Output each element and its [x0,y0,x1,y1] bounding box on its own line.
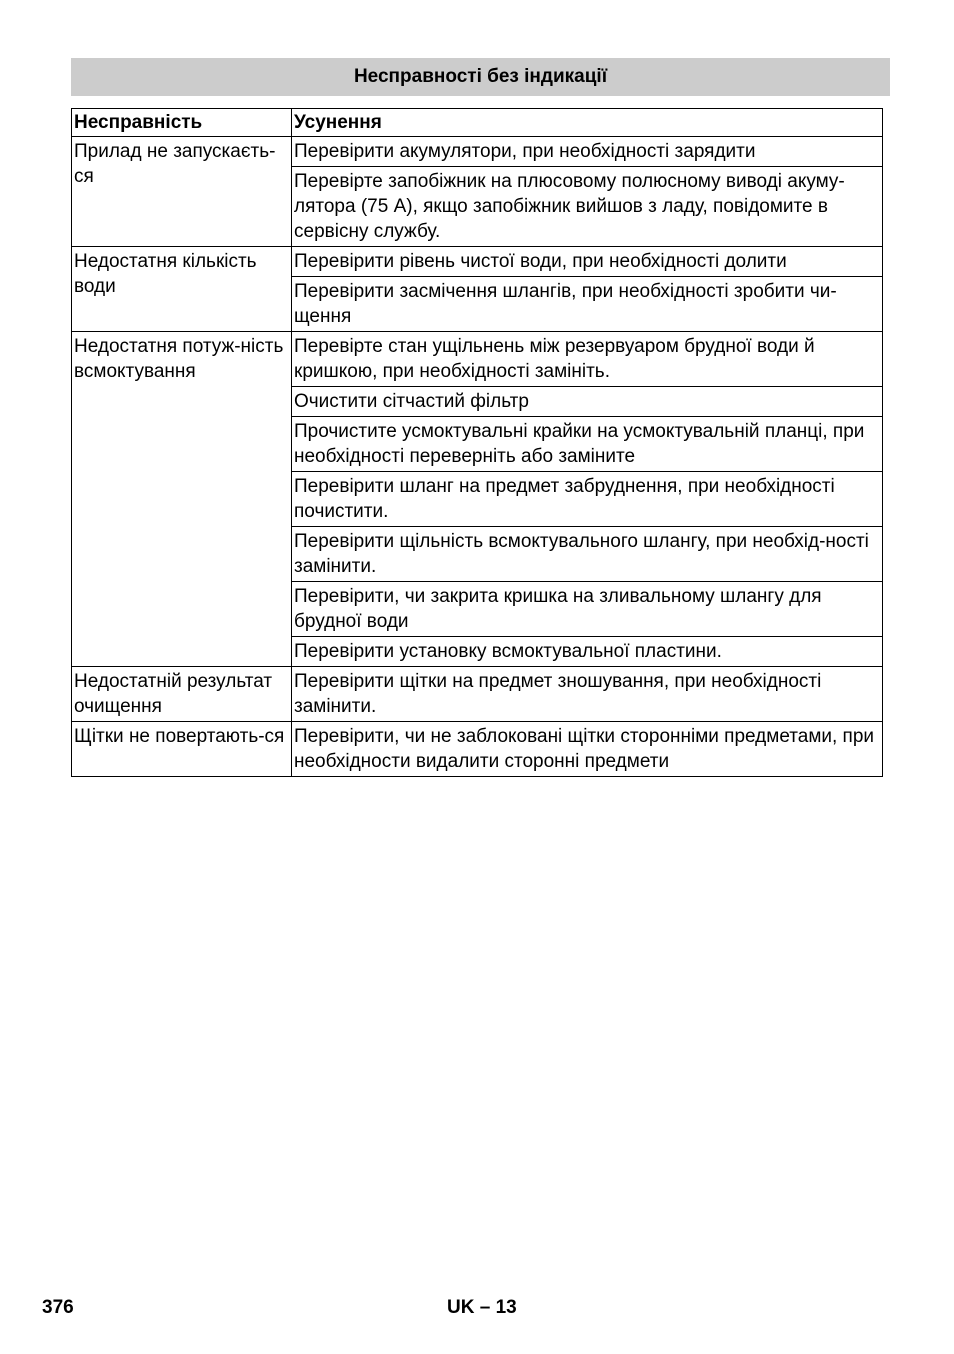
remedy-cell: Прочистите усмоктувальні крайки на усмоктувальній планці, при необхідності переверніть або заміните [292,417,883,472]
remedy-cell: Перевірити щільність всмоктувального шлангу, при необхід-ності замінити. [292,527,883,582]
header-remedy: Усунення [292,109,883,137]
page-number: 376 [42,1297,74,1318]
remedy-cell: Перевірити шланг на предмет забруднення, при необхідності почистити. [292,472,883,527]
table-row [72,137,883,167]
remedy-cell: Перевірити установку всмоктувальної пластини. [292,637,883,667]
language-page-marker: UK – 13 [447,1297,517,1318]
header-fault: Несправність [72,109,292,137]
remedy-cell: Перевірити засмічення шлангів, при необхідності зробити чи-щення [292,277,883,332]
remedy-cell: Перевірити, чи закрита кришка на зливальному шлангу для брудної води [292,582,883,637]
fault-cell: Прилад не запускаєть-ся [72,137,292,247]
remedy-cell: Перевірити, чи не заблоковані щітки сторонніми предметами, при необхідности видалити сторонні предмети [292,722,883,777]
fault-cell: Недостатня кількість води [72,247,292,332]
remedy-cell: Перевірити акумулятори, при необхідності зарядити [292,137,883,167]
fault-table [71,108,883,777]
fault-cell: Недостатній результат очищення [72,667,292,722]
table-header-row [72,109,883,137]
table-row [72,247,883,277]
table-row [72,722,883,777]
remedy-cell: Перевірити щітки на предмет зношування, при необхідності замінити. [292,667,883,722]
section-title: Несправності без індикації [71,58,890,96]
remedy-cell: Перевірити рівень чистої води, при необхідності долити [292,247,883,277]
remedy-cell: Перевірте стан ущільнень між резервуаром брудної води й кришкою, при необхідності замініть. [292,332,883,387]
fault-cell: Недостатня потуж-ність всмоктування [72,332,292,667]
table-row [72,667,883,722]
table-row [72,332,883,387]
remedy-cell: Очистити сітчастий фільтр [292,387,883,417]
remedy-cell: Перевірте запобіжник на плюсовому полюсному виводі акуму-лятора (75 A), якщо запобіжник вийшов з ладу, повідомите в сервісну службу. [292,167,883,247]
fault-cell: Щітки не повертають-ся [72,722,292,777]
